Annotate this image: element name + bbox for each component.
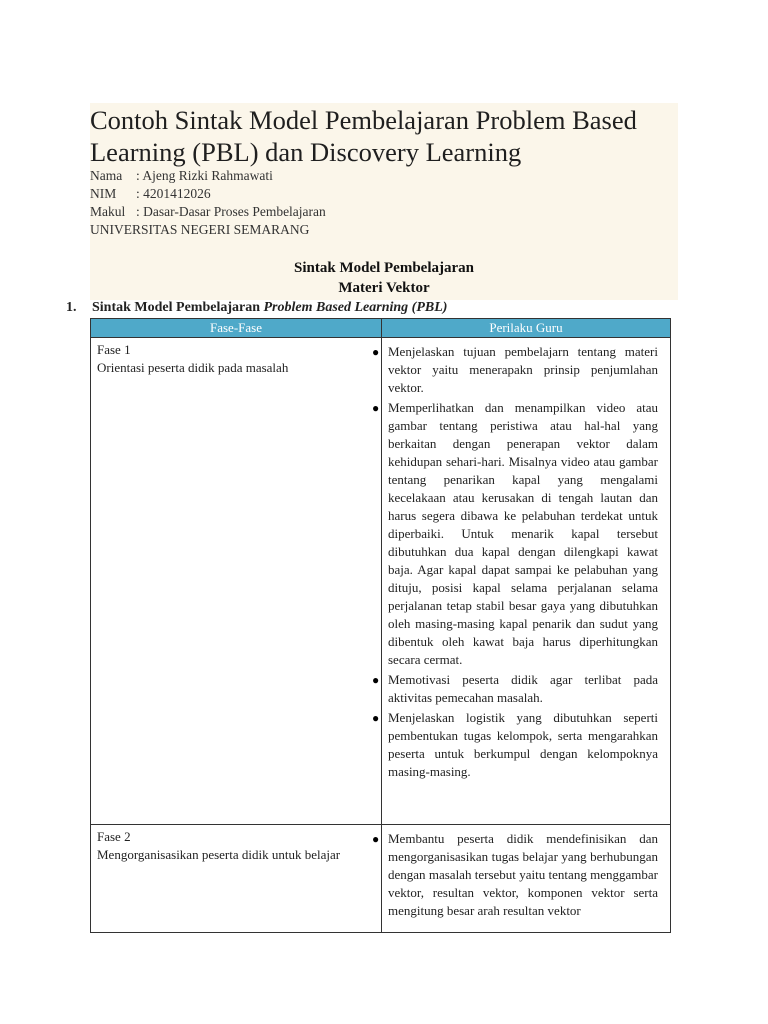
meta-course — [90, 203, 326, 221]
header-teacher-behavior: Perilaku Guru — [382, 319, 671, 338]
list-item: ● Membantu peserta didik mendefinisikan dan mengorganisasikan tugas belajar yang berhubungan dengan masalah tersebut yaitu tentang menggambar vektor, resultan vektor, komponen vektor serta mengitung besar arah resultan vektor — [372, 831, 658, 918]
list-item: ● Menjelaskan logistik yang dibutuhkan seperti pembentukan tugas kelompok, serta mengarahkan peserta untuk berkumpul dengan kelompoknya masing-masing. — [372, 710, 658, 779]
phase-label: Fase 2 — [97, 829, 131, 844]
list-item: ● Memperlihatkan dan menampilkan video atau gambar tentang peristiwa atau hal-hal yang berkaitan dengan penerapan vektor dalam kehidupan sehari-hari. Misalnya video atau gambar tentang penarikan kapal yang mengalami kecelakaan atau kerusakan di tengah lautan dan harus segera dibawa ke pelabuhan terdekat untuk diperbaiki. Untuk menarik kapal tersebut dibutuhkan dua kapal dengan dilengkapi kawat baja. Agar kapal dapat sampai ke pelabuhan yang dituju, posisi kapal selama perjalanan selama perjalanan tetap stabil besar gaya yang dibutuhkan oleh masing-masing kapal penarik dan sudut yang dibentuk oleh kawat baja harus diperhitungkan secara cermat. — [372, 400, 658, 667]
bullet-icon: ● — [372, 711, 380, 725]
bullet-icon: ● — [372, 832, 380, 846]
section-number: 1. — [66, 300, 77, 315]
phase-description: Mengorganisasikan peserta didik untuk belajar — [97, 847, 341, 862]
table-row — [91, 825, 671, 933]
meta-value: : 4201412026 — [136, 186, 211, 201]
phase-description: Orientasi peserta didik pada masalah — [97, 360, 289, 375]
section-title-plain: Sintak Model Pembelajaran — [92, 300, 264, 315]
meta-value: : Dasar-Dasar Proses Pembelajaran — [136, 204, 326, 219]
behavior-cell — [372, 338, 671, 825]
meta-value: : Ajeng Rizki Rahmawati — [136, 168, 273, 183]
phase-cell — [91, 825, 382, 933]
heading-material: Materi Vektor — [338, 280, 430, 296]
meta-name — [90, 167, 273, 185]
bullet-icon: ● — [372, 345, 380, 359]
document-title: Contoh Sintak Model Pembelajaran Problem Based Learning (PBL) dan Discovery Learning — [90, 105, 637, 167]
list-item: ● Menjelaskan tujuan pembelajarn tentang materi vektor yaitu menerapakn prinsip penjumlahan vektor. — [372, 344, 658, 395]
behavior-cell — [372, 825, 671, 933]
meta-key: Nama — [90, 168, 123, 183]
heading-model: Sintak Model Pembelajaran — [294, 260, 474, 276]
table-row — [91, 338, 671, 825]
meta-key: Makul — [90, 204, 126, 219]
university-name: UNIVERSITAS NEGERI SEMARANG — [90, 222, 310, 237]
header-phases: Fase-Fase — [91, 319, 382, 338]
section-title — [92, 300, 447, 316]
bullet-icon: ● — [372, 401, 380, 415]
table-header-row — [91, 319, 671, 338]
bullet-icon: ● — [372, 673, 380, 687]
list-item: ● Memotivasi peserta didik agar terlibat pada aktivitas pemecahan masalah. — [372, 672, 658, 705]
section-title-italic: Problem Based Learning (PBL) — [263, 300, 448, 315]
meta-key: NIM — [90, 186, 117, 201]
meta-nim — [90, 185, 211, 203]
phase-label: Fase 1 — [97, 342, 131, 357]
phase-cell — [91, 338, 382, 825]
pbl-syntax-table — [90, 318, 671, 933]
